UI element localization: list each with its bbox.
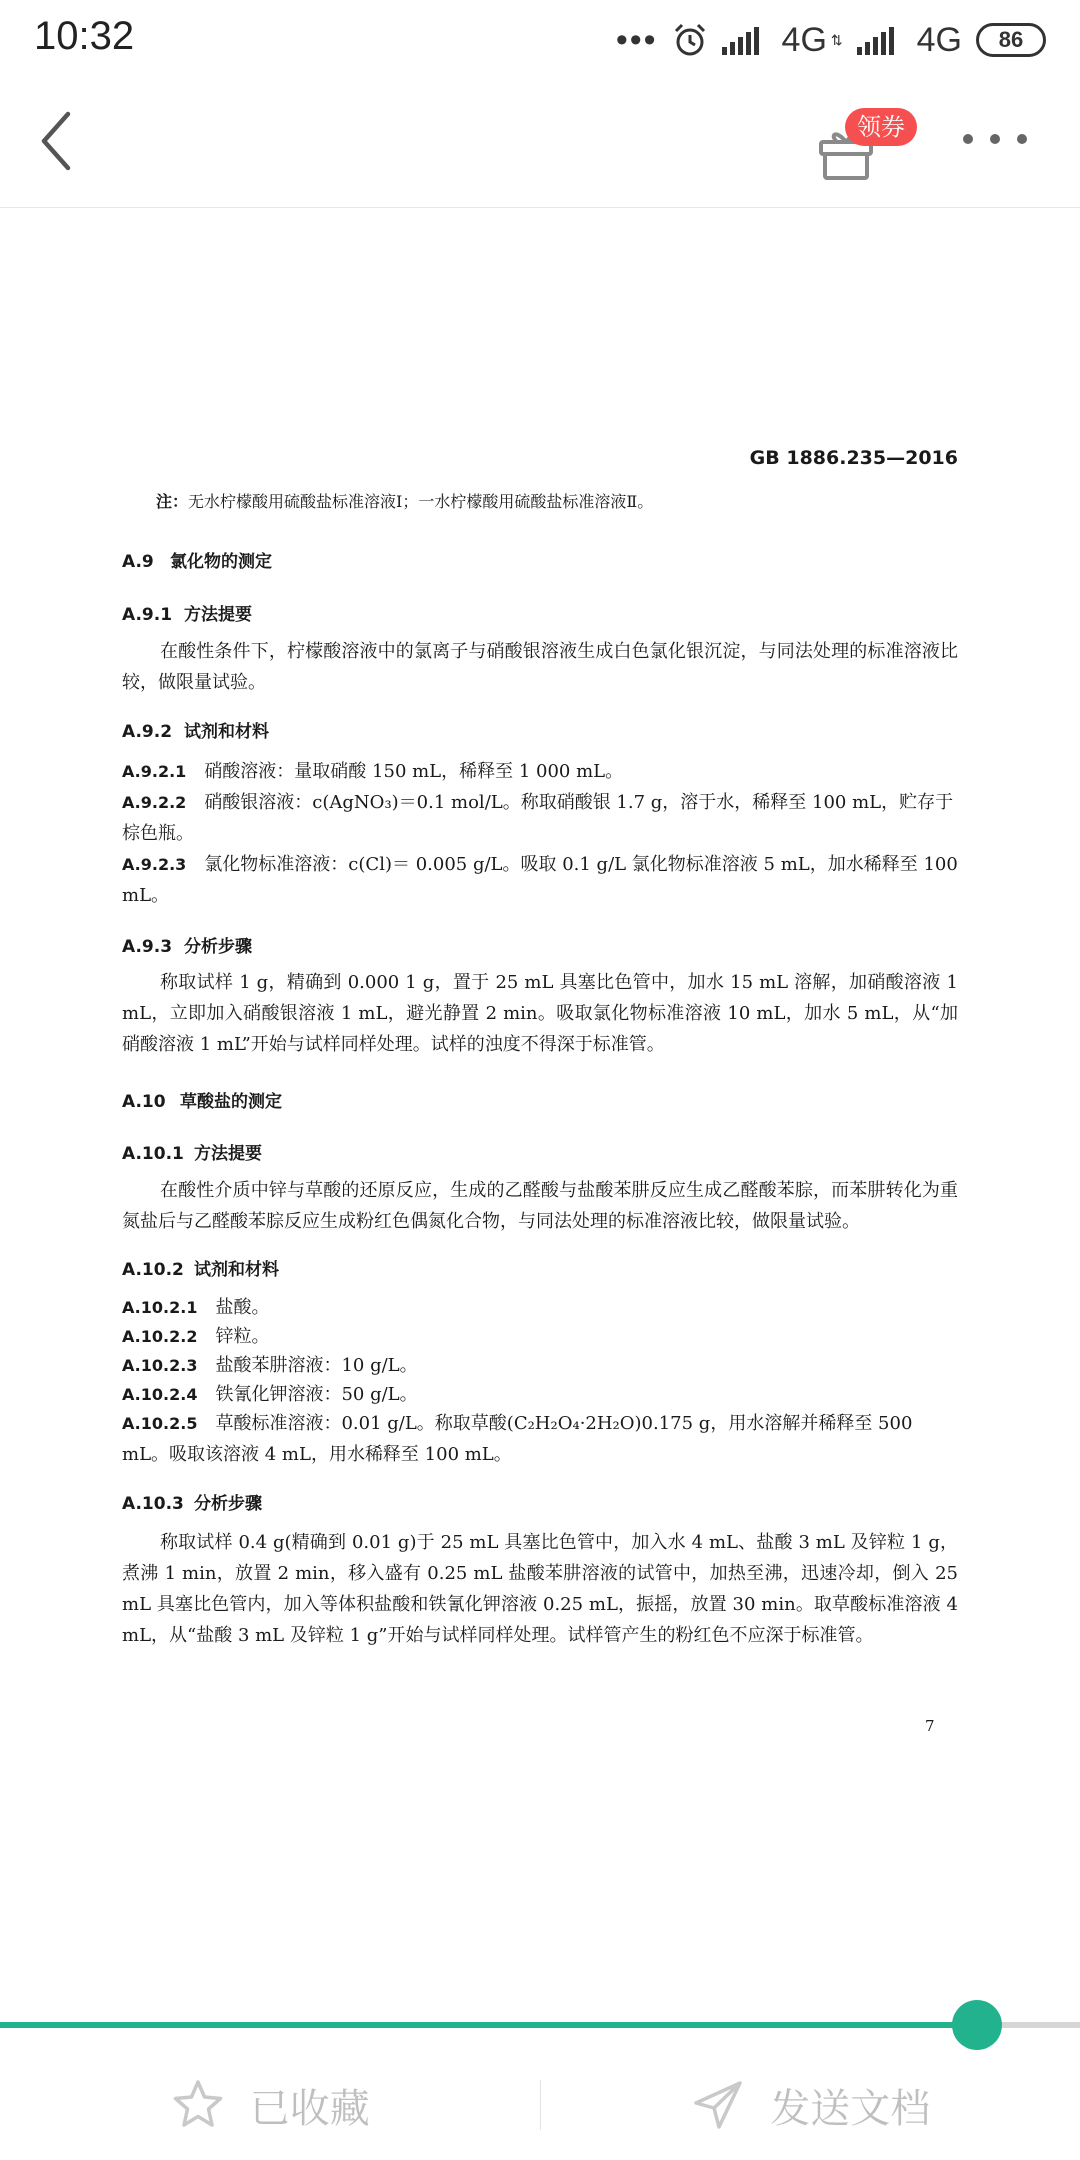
item-text: 硝酸溶液：量取硝酸 150 mL，稀释至 1 000 mL。: [204, 761, 624, 782]
item-text: 盐酸。: [215, 1297, 270, 1318]
item-text: 氯化物标准溶液：c(Cl)＝ 0.005 g/L。吸取 0.1 g/L 氯化物标准溶液 5 mL，加水稀释至 100 mL。: [122, 854, 958, 906]
paragraph: 在酸性介质中锌与草酸的还原反应，生成的乙醛酸与盐酸苯肼反应生成乙醛酸苯腙，而苯肼转化为重氮盐后与乙醛酸苯腙反应生成粉红色偶氮化合物，与同法处理的标准溶液比较，做限量试验。: [122, 1180, 958, 1232]
list-item: [122, 1350, 958, 1381]
coupon-badge: 领券: [845, 108, 917, 146]
item-number: A.9.2.1: [122, 762, 187, 781]
item-number: A.10.2.2: [122, 1327, 198, 1346]
section-number: A.9.1: [122, 605, 173, 625]
item-text: 铁氰化钾溶液：50 g/L。: [215, 1384, 418, 1405]
section-number: A.9.2: [122, 722, 173, 742]
network-type-2: 4G: [916, 20, 962, 59]
top-toolbar: [0, 78, 1080, 208]
status-bar: [0, 0, 1080, 78]
collect-button[interactable]: [0, 2050, 540, 2160]
bottom-action-bar: [0, 2050, 1080, 2160]
section-title: 氯化物的测定: [170, 552, 272, 572]
section-title: 试剂和材料: [194, 1260, 279, 1280]
section-heading: [122, 1139, 262, 1164]
section-title: 草酸盐的测定: [180, 1092, 282, 1112]
note-label: 注：: [156, 492, 189, 511]
back-arrow-icon[interactable]: [36, 110, 76, 172]
section-title: 分析步骤: [194, 1494, 262, 1514]
section-heading: [122, 932, 252, 957]
reading-progress-track[interactable]: [0, 2022, 1080, 2028]
section-title: 方法提要: [184, 605, 252, 625]
section-heading: [122, 1087, 282, 1112]
collect-label: 已收藏: [249, 2085, 370, 2132]
list-item: [122, 787, 958, 849]
paragraph: 称取试样 1 g，精确到 0.000 1 g，置于 25 mL 具塞比色管中，加水 15 mL 溶解，加硝酸溶液 1 mL，立即加入硝酸银溶液 1 mL，避光静置 2 min。吸取氯化物标准溶液 10 mL，加水 5 mL，从“加硝酸溶液 1 mL”开始与试样同样处理。试样的浊度不得深于标准管。: [122, 972, 958, 1055]
item-number: A.10.2.3: [122, 1356, 198, 1375]
notification-dots-icon: •••: [615, 20, 658, 59]
page-number: 7: [925, 1717, 935, 1735]
item-number: A.9.2.2: [122, 793, 187, 812]
status-time: 10:32: [34, 14, 135, 58]
section-title: 试剂和材料: [184, 722, 269, 742]
section-heading: [122, 1489, 262, 1514]
list-item: [122, 1379, 958, 1410]
signal-icon-2: [857, 25, 903, 55]
network-type-1: 4G: [781, 20, 827, 59]
reading-progress-fill: [0, 2022, 977, 2028]
paragraph: 在酸性条件下，柠檬酸溶液中的氯离子与硝酸银溶液生成白色氯化银沉淀，与同法处理的标准溶液比较，做限量试验。: [122, 641, 958, 693]
section-heading: [122, 717, 269, 742]
more-options-icon[interactable]: [962, 133, 1028, 145]
send-label: 发送文档: [770, 2085, 931, 2132]
list-item: [122, 1292, 958, 1323]
item-number: A.10.2.4: [122, 1385, 198, 1404]
alarm-icon: [672, 22, 708, 58]
item-number: A.10.2.5: [122, 1414, 198, 1433]
document-page: [0, 209, 1080, 1999]
section-heading: [122, 1255, 279, 1280]
list-item: [122, 756, 958, 787]
section-number: A.10: [122, 1092, 166, 1112]
section-number: A.10.2: [122, 1260, 184, 1280]
coupon-button[interactable]: [815, 108, 915, 188]
data-activity-icon: ⇅: [830, 31, 843, 48]
list-item: [122, 1408, 958, 1470]
item-number: A.9.2.3: [122, 855, 187, 874]
item-number: A.10.2.1: [122, 1298, 198, 1317]
item-text: 硝酸银溶液：c(AgNO₃)＝0.1 mol/L。称取硝酸银 1.7 g，溶于水，稀释至 100 mL，贮存于棕色瓶。: [122, 792, 954, 844]
item-text: 草酸标准溶液：0.01 g/L。称取草酸(C₂H₂O₄·2H₂O)0.175 g，用水溶解并稀释至 500 mL。吸取该溶液 4 mL，用水稀释至 100 mL。: [122, 1413, 913, 1465]
section-number: A.10.1: [122, 1144, 184, 1164]
battery-indicator: 86: [976, 23, 1046, 57]
item-text: 锌粒。: [215, 1326, 270, 1347]
section-number: A.10.3: [122, 1494, 184, 1514]
reading-progress-knob[interactable]: [952, 2000, 1002, 2050]
signal-icon: [722, 25, 768, 55]
paragraph: 称取试样 0.4 g(精确到 0.01 g)于 25 mL 具塞比色管中，加入水 4 mL、盐酸 3 mL 及锌粒 1 g，煮沸 1 min，放置 2 min，移入盛有 0.25 mL 盐酸苯肼溶液的试管中，加热至沸，迅速冷却，倒入 25 mL 具塞比色管内，加入等体积盐酸和铁氰化钾溶液 0.25 mL，振摇，放置 30 min。取草酸标准溶液 4 mL，从“盐酸 3 mL 及锌粒 1 g”开始与试样同样处理。试样管产生的粉红色不应深于标准管。: [122, 1532, 958, 1646]
standard-number: GB 1886.235—2016: [749, 447, 958, 469]
section-title: 方法提要: [194, 1144, 262, 1164]
note-text: 无水柠檬酸用硫酸盐标准溶液Ⅰ；一水柠檬酸用硫酸盐标准溶液Ⅱ。: [188, 492, 654, 511]
list-item: [122, 1321, 958, 1352]
send-icon: [690, 2077, 746, 2133]
table-note: [156, 489, 653, 512]
list-item: [122, 849, 958, 911]
status-icons: [616, 18, 1046, 62]
star-icon: [170, 2077, 226, 2133]
section-heading: [122, 547, 272, 572]
section-title: 分析步骤: [184, 937, 252, 957]
item-text: 盐酸苯肼溶液：10 g/L。: [215, 1355, 418, 1376]
section-number: A.9: [122, 552, 154, 572]
section-heading: [122, 600, 252, 625]
section-number: A.9.3: [122, 937, 173, 957]
send-document-button[interactable]: [541, 2050, 1080, 2160]
